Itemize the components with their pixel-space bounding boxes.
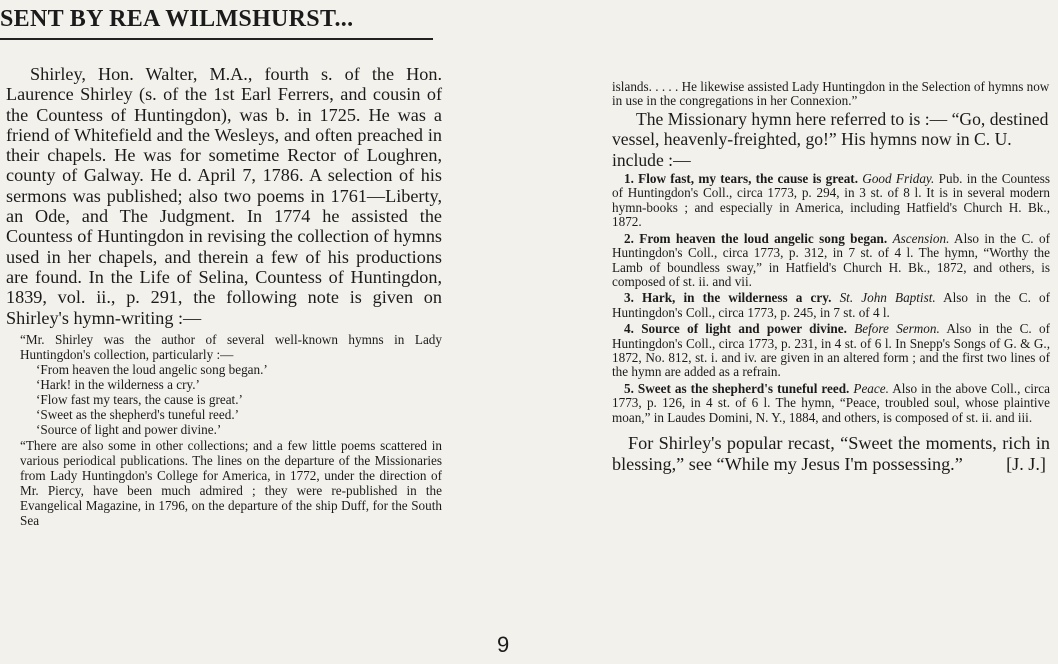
closing-text: For Shirley's popular recast, “Sweet the moments, rich in blessing,” see “While my Jesus I'm possessing.” xyxy=(612,432,1050,474)
hymn-occasion: Before Sermon. xyxy=(854,321,940,337)
hymn-entry xyxy=(612,382,1050,425)
hymn-occasion: Good Friday. xyxy=(862,171,935,187)
hymns-intro: The Missionary hymn here referred to is :— “Go, destined vessel, heavenly-freighted, go!” His hymns now in C. U. include :— xyxy=(612,109,1049,170)
hymn-first-line: 3. Hark, in the wilderness a cry. xyxy=(624,290,832,306)
header-title: SENT BY REA WILMSHURST... xyxy=(0,6,354,32)
hymn-occasion: St. John Baptist. xyxy=(839,290,936,306)
left-column xyxy=(6,64,442,528)
hymn-text: Pub. in the Countess of Huntingdon's Coll., circa 1773, p. 294, in 3 st. of 8 l. It is in several modern hymn-books ; and especially in America, including Hatfield's Church H. Bk., 1872. xyxy=(612,171,1051,230)
hymn-text: Also in the above Coll., circa 1773, p. 126, in 4 st. of 6 l. The hymn, “Peace, troubled soul, whose plaintive moan,” in Laudes Domini, N. Y., 1884, and others, is composed of st. ii. and iii. xyxy=(612,380,1051,425)
quote-item: ‘Flow fast my tears, the cause is great.’ xyxy=(36,392,243,408)
quote-intro: “Mr. Shirley was the author of several well-known hymns in Lady Huntingdon's collection, particularly :— xyxy=(20,331,442,362)
hymn-entry xyxy=(612,232,1050,290)
quote-rest: “There are also some in other collections; and a few little poems scattered in various periodical publications. The lines on the departure of the Missionaries from Lady Huntingdon's College for America, in 1772, under the direction of Mr. Piercy, have been much admired ; they were re-published in the Evangelical Magazine, in 1796, on the departure of the ship Duff, for the South Sea xyxy=(20,437,442,528)
quote-continuation: islands. . . . . He likewise assisted Lady Huntingdon in the Selection of hymns now in use in the congregations in her Connexion.” xyxy=(612,79,1050,108)
hymn-first-line: 4. Source of light and power divine. xyxy=(624,321,847,337)
hymn-entry xyxy=(612,291,1050,320)
hymn-occasion: Ascension. xyxy=(892,230,950,246)
quotation-block xyxy=(6,332,442,528)
hymn-text: Also in the C. of Huntingdon's Coll., circa 1773, p. 312, in 7 st. of 4 l. The hymn, “Worthy the Lamb of boundless sway,” in Hatfield's Church H. Bk., 1872, and others, is composed of st. ii. and vii. xyxy=(612,230,1050,289)
hymn-occasion: Peace. xyxy=(853,380,889,396)
biography-text: Shirley, Hon. Walter, M.A., fourth s. of the Hon. Laurence Shirley (s. of the 1st Earl Ferrers, and cousin of the Countess of Huntingdon), was b. in 1725. He was a friend of Whitefield and the Wesleys, and often preached in their chapels. He was for sometime Rector of Loughren, county of Galway. He d. April 7, 1786. A selection of his sermons was published; also two poems in 1761—Liberty, an Ode, and The Judgment. In 1774 he assisted the Countess of Huntingdon in revising the collection of hymns used in her chapels, and therein a few of his productions are found. In the Life of Selina, Countess of Huntingdon, 1839, vol. ii., p. 291, the following note is given on Shirley's hymn-writing :— xyxy=(6,64,442,328)
biography-paragraph xyxy=(6,64,442,328)
closing-note xyxy=(612,433,1050,474)
quote-item: ‘Source of light and power divine.’ xyxy=(36,422,222,438)
quote-item: ‘From heaven the loud angelic song began.’ xyxy=(36,362,268,378)
hymn-text: Also in the C. of Huntingdon's Coll., circa 1773, p. 231, in 4 st. of 6 l. In Snepp's Songs of G. & G., 1872, No. 812, st. i. and iv. are given in an altered form ; and the first two lines of the hymn are added as a refrain. xyxy=(612,321,1050,380)
hymn-text: Also in the C. of Huntingdon's Coll., circa 1773, p. 245, in 7 st. of 4 l. xyxy=(612,290,1050,320)
quote-item: ‘Hark! in the wilderness a cry.’ xyxy=(36,377,200,393)
page-header xyxy=(0,6,353,33)
quote-item: ‘Sweet as the shepherd's tuneful reed.’ xyxy=(36,407,240,423)
hymn-first-line: 2. From heaven the loud angelic song began. xyxy=(624,230,888,246)
right-column xyxy=(612,80,1050,474)
hymn-entry xyxy=(612,172,1050,230)
author-signature: [J. J.] xyxy=(1006,453,1046,474)
hymn-first-line: 5. Sweet as the shepherd's tuneful reed. xyxy=(624,380,850,396)
hymn-entry xyxy=(612,322,1050,380)
hymn-first-line: 1. Flow fast, my tears, the cause is great. xyxy=(624,171,858,187)
header-rule xyxy=(0,38,433,40)
page-number: 9 xyxy=(497,632,510,657)
